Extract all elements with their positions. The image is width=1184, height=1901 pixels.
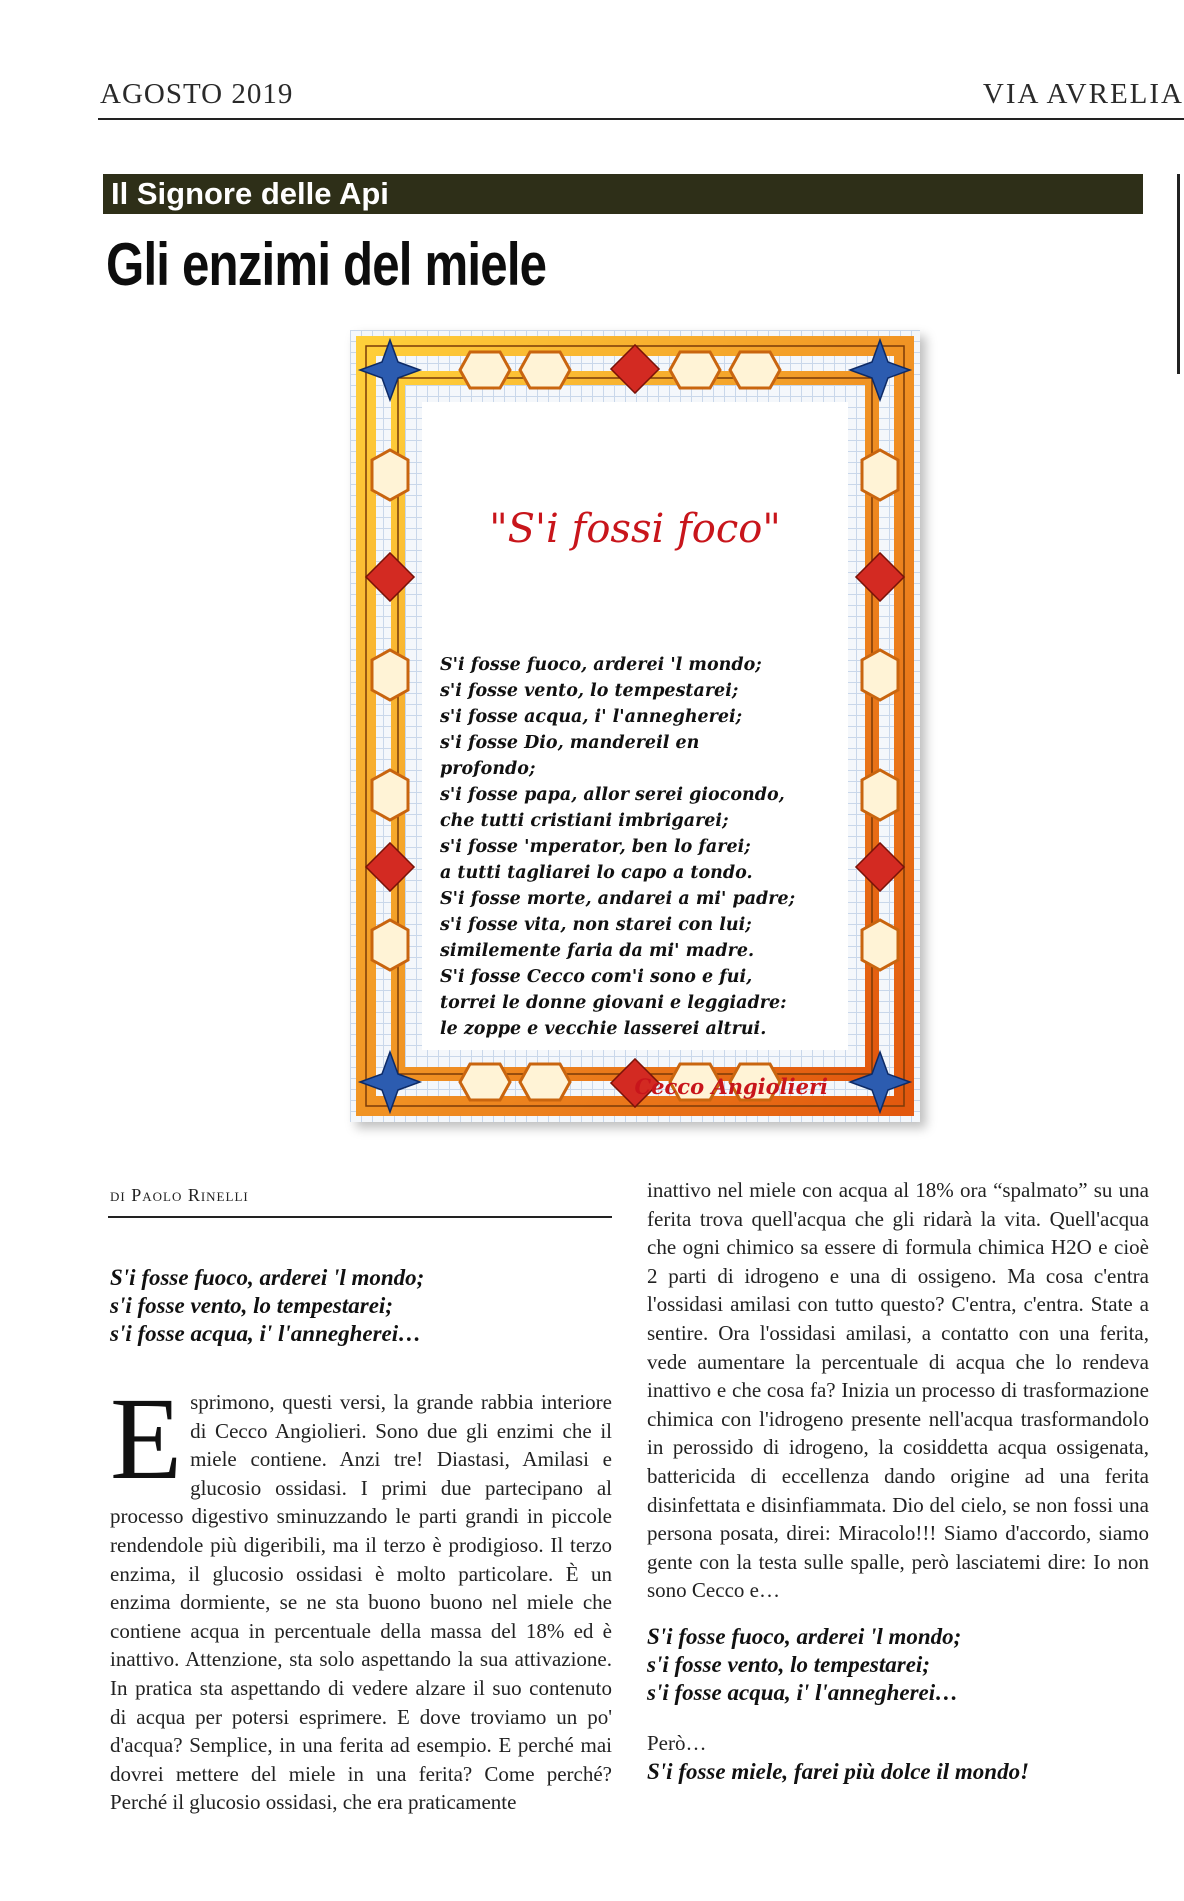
poem-line: similemente faria da mi' madre. — [440, 941, 755, 961]
body-text: sprimono, questi versi, la grande rabbia interiore di Cecco Angiolieri. Sono due gli enzimi che il miele contiene. Anzi tre! Diastasi, Amilasi e glucosio ossidasi. I primi due partecipano al processo digestivo sminuzzando le parti grandi in piccole rendendole più digeribili, ma il terzo è prodigioso. Il terzo enzima, il glucosio ossidasi è molto particolare. È un enzima dormiente, se ne sta buono buono nel miele che contiene acqua in percentuale della massa del 18% ed è inattivo. Attenzione, sta solo aspettando la sua attivazione. In pratica sta aspettando di vedere alzare il suo contenuto di acqua per potersi esprimere. E dove troviamo un po' d'acqua? Semplice, in una ferita ad esempio. E perché mai dovrei mettere del miele in una ferita? Come perché? Perché il glucosio ossidasi, che era praticamente — [110, 1390, 612, 1815]
pero-line: Però… — [647, 1730, 707, 1755]
verse-line: s'i fosse vento, lo tempestarei; — [647, 1651, 930, 1677]
right-column — [647, 1176, 1149, 1786]
poem-line: s'i fosse 'mperator, ben lo farei; — [440, 837, 751, 857]
poem-text — [440, 652, 840, 1042]
byline-text: di Paolo Rinelli — [110, 1185, 249, 1205]
poem-line: s'i fosse vita, non starei con lui; — [440, 915, 752, 935]
section-kicker: Il Signore delle Api — [103, 174, 1143, 214]
poem-line: le zoppe e vecchie lasserei altrui. — [440, 1019, 767, 1039]
verse-line: s'i fosse acqua, i' l'annegherei… — [647, 1679, 959, 1705]
poem-signature: Cecco Angiolieri — [634, 1074, 828, 1099]
header-rule — [98, 118, 1184, 120]
byline-rule — [108, 1216, 612, 1218]
column-divider — [1177, 174, 1180, 374]
poem-title: "S'i fossi foco" — [489, 506, 781, 552]
poem-panel — [422, 402, 848, 1099]
left-column — [110, 1264, 612, 1817]
poem-line: profondo; — [440, 759, 536, 779]
body-paragraph: inattivo nel miele con acqua al 18% ora “spalmato” su una ferita trova quell'acqua che gli ridarà la vita. Quell'acqua che ogni chimico sa essere di formula chimica H2O e cioè 2 parti di idrogeno e una di ossigeno. Ma cosa c'entra l'ossidasi amilasi con tutto questo? C'entra, c'entra. State a sentire. Ora l'ossidasi amilasi, a contatto con una ferita, vede aumentare la percentuale di acqua che lo rendeva inattivo e che cosa fa? Inizia un processo di trasformazione chimica con l'idrogeno presente nell'acqua trasformandolo in perossido di idrogeno, la cosiddetta acqua ossigenata, battericida di eccellenza dando origine ad una ferita disinfettata e disinfiammata. Dio del cielo, se non fossi una persona posata, direi: Miracolo!!! Siamo d'accordo, siamo gente con la testa sulle spalle, però lasciatemi dire: Io non sono Cecco e… — [647, 1178, 1149, 1603]
poem-line: s'i fosse Dio, mandereil en — [440, 733, 700, 753]
verse-line: s'i fosse acqua, i' l'annegherei… — [110, 1321, 422, 1346]
closing-verse — [647, 1623, 1149, 1707]
closing-line: S'i fosse miele, farei più dolce il mondo! — [647, 1758, 1030, 1784]
verse-line: s'i fosse vento, lo tempestarei; — [110, 1293, 393, 1318]
poem-line: S'i fosse fuoco, arderei 'l mondo; — [440, 655, 762, 675]
poem-illustration — [350, 330, 920, 1122]
publication-name: VIA AVRELIA — [982, 78, 1184, 110]
body-paragraph — [110, 1373, 612, 1817]
verse-line: S'i fosse fuoco, arderei 'l mondo; — [647, 1623, 962, 1649]
poem-line: s'i fosse papa, allor serei giocondo, — [440, 785, 785, 805]
opening-verse — [110, 1264, 612, 1348]
poem-line: torrei le donne giovani e leggiadre: — [440, 993, 787, 1013]
issue-date: AGOSTO 2019 — [100, 78, 294, 110]
poem-line: s'i fosse vento, lo tempestarei; — [440, 681, 739, 701]
drop-cap: E — [110, 1373, 183, 1504]
article-headline: Gli enzimi del miele — [106, 231, 547, 298]
poem-line: che tutti cristiani imbrigarei; — [440, 811, 729, 831]
poem-line: s'i fosse acqua, i' l'annegherei; — [440, 707, 743, 727]
byline — [110, 1185, 249, 1206]
poem-line: a tutti tagliarei lo capo a tondo. — [440, 863, 753, 883]
poem-line: S'i fosse morte, andarei a mi' padre; — [440, 889, 796, 909]
poem-line: S'i fosse Cecco com'i sono e fui, — [440, 967, 753, 987]
verse-line: S'i fosse fuoco, arderei 'l mondo; — [110, 1265, 425, 1290]
